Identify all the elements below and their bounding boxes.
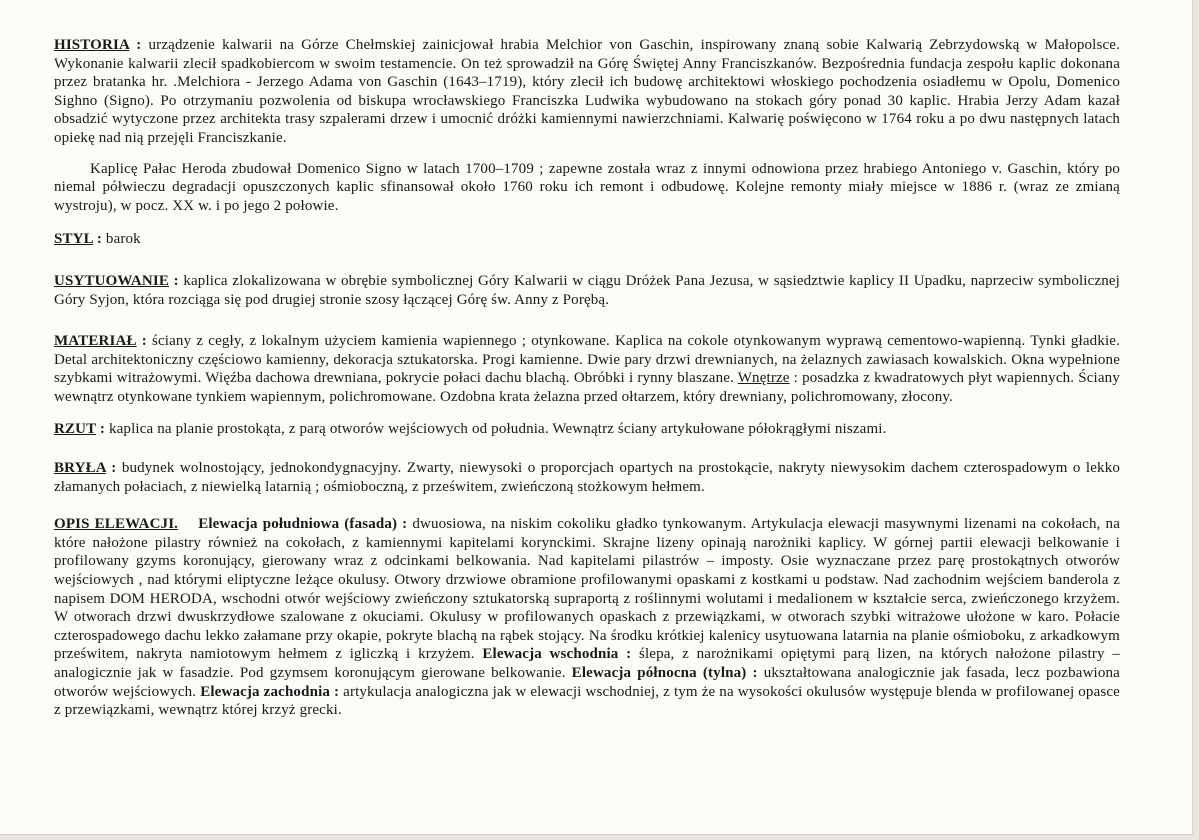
label-separator: : [96, 420, 109, 437]
section-bryla [54, 459, 1120, 496]
south-elevation-text: dwuosiowa, na niskim cokoliku gładko tynkowanym. Artykulacja elewacji masywnymi lizenami na cokołach, na które nałożone pilastry również na cokołach, z kamiennymi kapitelami korynckimi. Skrajne lizeny opinają narożniki kaplicy. W górnej partii elewacji belkowanie i profilowany gzyms koronujący, gierowany wraz z odcinkami belkowania. Nad kapitelami pilastrów – imposty. Osie wyznaczane przez parę prostokątnych otworów wejściowych , nad którymi eliptyczne leżące okulusy. Otwory drzwiowe obramione profilowanymi opaskami z kostkami u podstaw. Nad zachodnim wejściem banderola z napisem DOM HERODA, wschodni otwór wejściowy zwieńczony sztukatorską supraportą z roślinnymi wolutami i medalionem w kształcie serca, zwieńczonego krzyżem. W otworach drzwi dwuskrzydłowe szalowane z okuciami. Okulusy w profilowanych opaskach z przewiązkami, w otworach szybki witrażowe ułożone w karo. Połacie czterospadowego dachu lekko załamane przy okapie, pokryte blachą na rąbek stojący. Na środku krótkiej kalenicy usytuowana latarnia na planie ośmioboku, z arkadkowym prześwitem, nakryta namiotowym hełmem z igliczką i krzyżem. [54, 516, 1121, 663]
usytuowanie-text: kaplica zlokalizowana w obrębie symbolicznej Góry Kalwarii w ciągu Dróżek Pana Jezusa, w sąsiedztwie kaplicy II Upadku, naprzeciw symbolicznej Góry Syjon, która rozciąga się pod drugiej stronie szosy łączącej Górę św. Anny z Porębą. [54, 272, 1120, 308]
section-label-material: MATERIAŁ [54, 333, 137, 350]
section-label-bryla: BRYŁA [54, 460, 106, 477]
label-separator: : [105, 460, 122, 477]
bryla-text: budynek wolnostojący, jednokondygnacyjny. Zwarty, niewysoki o proporcjach opartych na prostokącie, nakryty niewysokim dachem czterospadowym o lekko złamanych połaciach, z niewielką latarnią ; ośmioboczną, z prześwitem, zwieńczoną stożkowym hełmem. [54, 460, 1121, 495]
section-material [54, 332, 1120, 406]
section-label-historia: HISTORIA [54, 37, 130, 53]
north-elevation-text: ukształtowana analogicznie jak fasada, lecz pozbawiona otworów wejściowych. [54, 665, 1120, 700]
material-text: ściany z cegły, z lokalnym użyciem kamienia wapiennego ; otynkowane. Kaplica na cokole otynkowanym wyprawą cementowo-wapienną. Tynki gładkie. Detal architektoniczny częściowo kamienny, dekoracja sztukatorska. Progi kamienne. Dwie pary drzwi drewnianych, na żelaznych zawiasach kowalskich. Okna wypełnione szybkami witrażowymi. Więźba dachowa drewniana, pokrycie połaci dachu blachą. Obróbki i rynny blaszane. [54, 333, 1121, 387]
section-opis-elewacji [54, 515, 1120, 720]
section-styl [54, 230, 1120, 249]
historia-text: urządzenie kalwarii na Górze Chełmskiej zainicjował hrabia Melchior von Gaschin, inspirowany znaną sobie Kalwarią Zebrzydowską w Małopolsce. Wykonanie kalwarii zlecił spadkobiercom w swoim testamencie. On też sprowadził na Górę Świętej Anny Franciszkanów. Bezpośrednia fundacja zespołu kaplic dokonana przez bratanka hr. .Melchiora - Jerzego Adama von Gaschin (1643–1719), który zlecił ich budowę architektowi włoskiego pochodzenia osiadłemu w Opolu, Domenico Sighno (Signo). Po otrzymaniu pozwolenia od biskupa wrocławskiego Franciszka Ludwika wybudowano na stokach góry ponad 30 kaplic. Hrabia Jerzy Adam kazał obsadzić wytyczone przez architekta trasy szpalerami drzew i umocnić dróżki kamiennymi nawierzchniami. Kalwarię poświęcono w 1764 roku a po dwu następnych latach opiekę nad nią przejęli Franciszkanie. [54, 37, 1120, 146]
section-label-rzut: RZUT [54, 420, 97, 437]
west-elevation-text: artykulacja analogiczna jak w elewacji wschodniej, z tym że na wysokości okulusów występuje blenda w profilowanej opasce z przewiązkami, wewnątrz której krzyż grecki. [54, 683, 1120, 719]
south-elevation-heading: Elewacja południowa (fasada) : [198, 516, 408, 533]
north-elevation-heading: Elewacja północna (tylna) : [571, 665, 758, 682]
east-elevation-heading: Elewacja wschodnia : [482, 646, 632, 663]
historia-paragraph-2 [54, 160, 1120, 216]
label-separator: : [136, 333, 152, 350]
section-rzut [54, 420, 1120, 439]
section-label-usytuowanie: USYTUOWANIE [54, 272, 170, 289]
section-historia [54, 36, 1120, 148]
label-separator: : [129, 37, 149, 53]
historia-text-2: Kaplicę Pałac Heroda zbudował Domenico Signo w latach 1700–1709 ; zapewne została wraz z innymi odnowiona przez hrabiego Antoniego v. Gaschin, który po niemal półwieczu degradacji opuszczonych kaplic sfinansował około 1760 roku ich remont i odbudowę. Kolejne remonty miały miejsce w 1886 r. (wraz ze zmianą wystroju), w pocz. XX w. i po jego 2 połowie. [54, 160, 1120, 214]
label-separator: : [92, 231, 106, 248]
east-elevation-text: ślepa, z narożnikami opiętymi parą lizen, na których nałożone pilastry – analogicznie jak w fasadzie. Pod gzymsem koronującym gierowane belkowanie. [54, 646, 1120, 682]
west-elevation-heading: Elewacja zachodnia : [200, 683, 340, 700]
styl-text: barok [105, 231, 141, 248]
document-body [54, 36, 1120, 720]
material-text-2: : posadzka z kwadratowych płyt wapiennych. Ściany wewnątrz otynkowane tynkiem wapiennym, polichromowane. Ozdobna krata żelazna przed ołtarzem, który drewniany, polichromowany, złocony. [54, 370, 1120, 405]
section-label-opis: OPIS ELEWACJI. [54, 516, 179, 533]
section-label-styl: STYL [54, 231, 93, 248]
section-usytuowanie [54, 272, 1120, 309]
subsection-label-wnetrze: Wnętrze [737, 370, 790, 387]
label-separator: : [169, 272, 184, 289]
rzut-text: kaplica na planie prostokąta, z parą otworów wejściowych od południa. Wewnątrz ściany artykułowane półokrągłymi niszami. [108, 420, 887, 437]
